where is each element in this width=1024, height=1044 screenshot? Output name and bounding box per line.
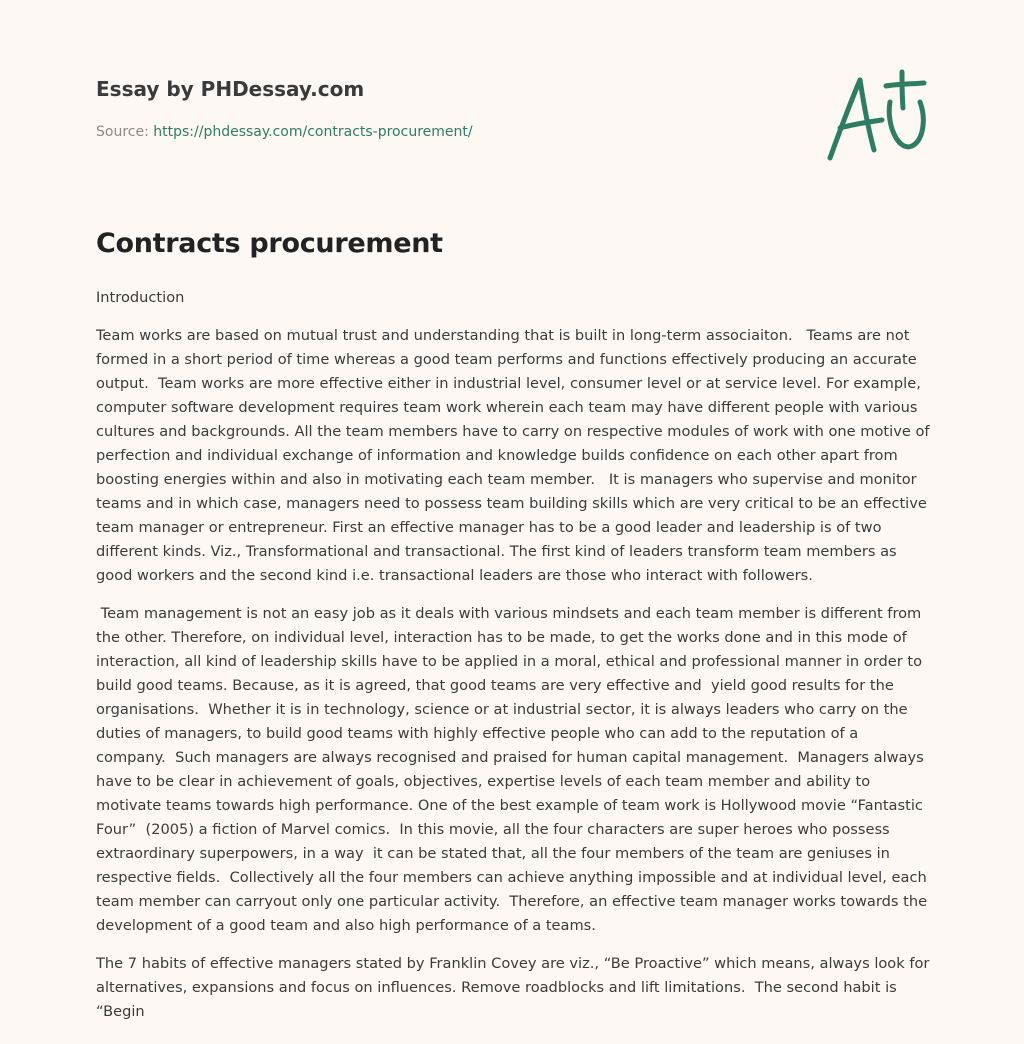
header xyxy=(96,74,696,142)
source-line xyxy=(96,122,696,142)
article xyxy=(96,224,935,1038)
a-plus-logo-icon xyxy=(820,66,930,166)
source-link[interactable]: https://phdessay.com/contracts-procurement/ xyxy=(153,124,473,140)
article-title: Contracts procurement xyxy=(96,228,443,259)
article-paragraph: Team works are based on mutual trust and understanding that is built in long-term associaiton. Teams are not formed in a short period of time whereas a good team performs and functions effectively producing an accurate output. Team works are more effective either in industrial level, consumer level or at service level. For example, computer software development requires team work wherein each team may have different people with various cultures and backgrounds. All the team members have to carry on respective modules of work with one motive of perfection and individual exchange of information and knowledge builds confidence on each other apart from boosting energies within and also in motivating each team member. It is managers who supervise and monitor teams and in which case, managers need to possess team building skills which are very critical to be an effective team manager or entrepreneur. First an effective manager has to be a good leader and leadership is of two different kinds. Viz., Transformational and transactional. The first kind of leaders transform team members as good workers and the second kind i.e. transactional leaders are those who interact with followers. xyxy=(96,327,935,584)
article-paragraph: Team management is not an easy job as it deals with various mindsets and each team member is different from the other. Therefore, on individual level, interaction has to be made, to get the works done and in this mode of interaction, all kind of leadership skills have to be applied in a moral, ethical and professional manner in order to build good teams. Because, as it is agreed, that good teams are very effective and yield good results for the organisations. Whether it is in technology, science or at industrial sector, it is always leaders who carry on the duties of managers, to build good teams with highly effective people who can add to the reputation of a company. Such managers are always recognised and praised for human capital management. Managers always have to be clear in achievement of goals, objectives, expertise levels of each team member and ability to motivate teams towards high performance. One of the best example of team work is Hollywood movie “Fantastic Four” (2005) a fiction of Marvel comics. In this movie, all the four characters are super heroes who possess extraordinary superpowers, in a way it can be stated that, all the four members of the team are geniuses in respective fields. Collectively all the four members can achieve anything impossible and at individual level, each team member can carryout only one particular activity. Therefore, an effective team manager works towards the development of a good team and also high performance of a teams. xyxy=(96,605,932,934)
source-label: Source: xyxy=(96,124,154,140)
article-paragraph: The 7 habits of effective managers stated by Franklin Covey are viz., “Be Proactive” which means, always look for alternatives, expansions and focus on influences. Remove roadblocks and lift limitations. The second habit is “Begin xyxy=(96,955,935,1020)
brand-title: Essay by PHDessay.com xyxy=(96,77,365,101)
article-paragraph: Introduction xyxy=(96,289,185,306)
